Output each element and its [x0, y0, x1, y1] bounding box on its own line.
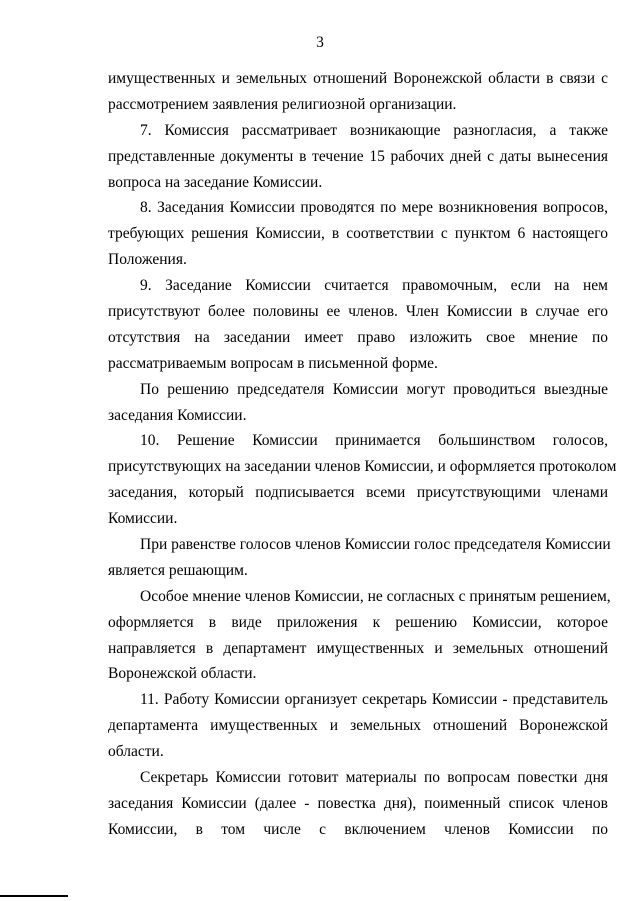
text-line: имущественных и земельных отношений Воронежской области в связи с	[108, 70, 608, 87]
text-line: 8. Заседания Комиссии проводятся по мере возникновения вопросов,	[140, 199, 608, 217]
text-line: Комиссии, в том числе с включением членов Комиссии по	[108, 820, 608, 838]
text-line: является решающим.	[108, 561, 248, 579]
text-line: департамента имущественных и земельных отношений Воронежской	[108, 717, 608, 735]
text-line: заседания Комиссии (далее - повестка дня), поименный список членов	[108, 794, 608, 812]
text-line: присутствующих на заседании членов Комиссии, и оформляется протоколом	[108, 458, 617, 476]
text-line: Особое мнение членов Комиссии, не согласных с принятым решением,	[140, 587, 611, 605]
text-line: По решению председателя Комиссии могут проводиться выездные	[140, 380, 608, 398]
text-line: 7. Комиссия рассматривает возникающие разногласия, а также	[140, 121, 608, 139]
text-line: 9. Заседание Комиссии считается правомочным, если на нем	[140, 277, 608, 295]
document-body	[108, 66, 617, 843]
text-line: Секретарь Комиссии готовит материалы по вопросам повестки дня	[140, 769, 608, 787]
text-line: области.	[108, 743, 164, 761]
text-line: требующих решения Комиссии, в соответствии с пунктом 6 настоящего	[108, 225, 608, 243]
text-line: направляется в департамент имущественных и земельных отношений	[108, 639, 608, 657]
text-line: представленные документы в течение 15 рабочих дней с даты вынесения	[108, 147, 608, 165]
text-line: Воронежской области.	[108, 665, 257, 683]
text-line: 11. Работу Комиссии организует секретарь Комиссии - представитель	[140, 691, 608, 709]
text-line: присутствуют более половины ее членов. Член Комиссии в случае его	[108, 303, 608, 321]
text-line: заседания Комиссии.	[108, 406, 247, 424]
text-line: вопроса на заседание Комиссии.	[108, 173, 323, 191]
text-line: При равенстве голосов членов Комиссии голос председателя Комиссии	[140, 536, 611, 554]
text-line: рассматриваемым вопросам в письменной форме.	[108, 354, 438, 372]
text-line: 10. Решение Комиссии принимается большинством голосов,	[140, 432, 608, 450]
text-line: рассмотрением заявления религиозной организации.	[108, 95, 457, 113]
page-number: 3	[316, 34, 324, 51]
text-line: заседания, который подписывается всеми присутствующими членами	[108, 484, 608, 502]
text-line: Положения.	[108, 251, 187, 269]
text-line: Комиссии.	[108, 510, 178, 528]
text-line: оформляется в виде приложения к решению Комиссии, которое	[108, 613, 608, 631]
text-line: отсутствия на заседании имеет право изложить свое мнение по	[108, 328, 608, 346]
footer-rule	[0, 895, 68, 897]
